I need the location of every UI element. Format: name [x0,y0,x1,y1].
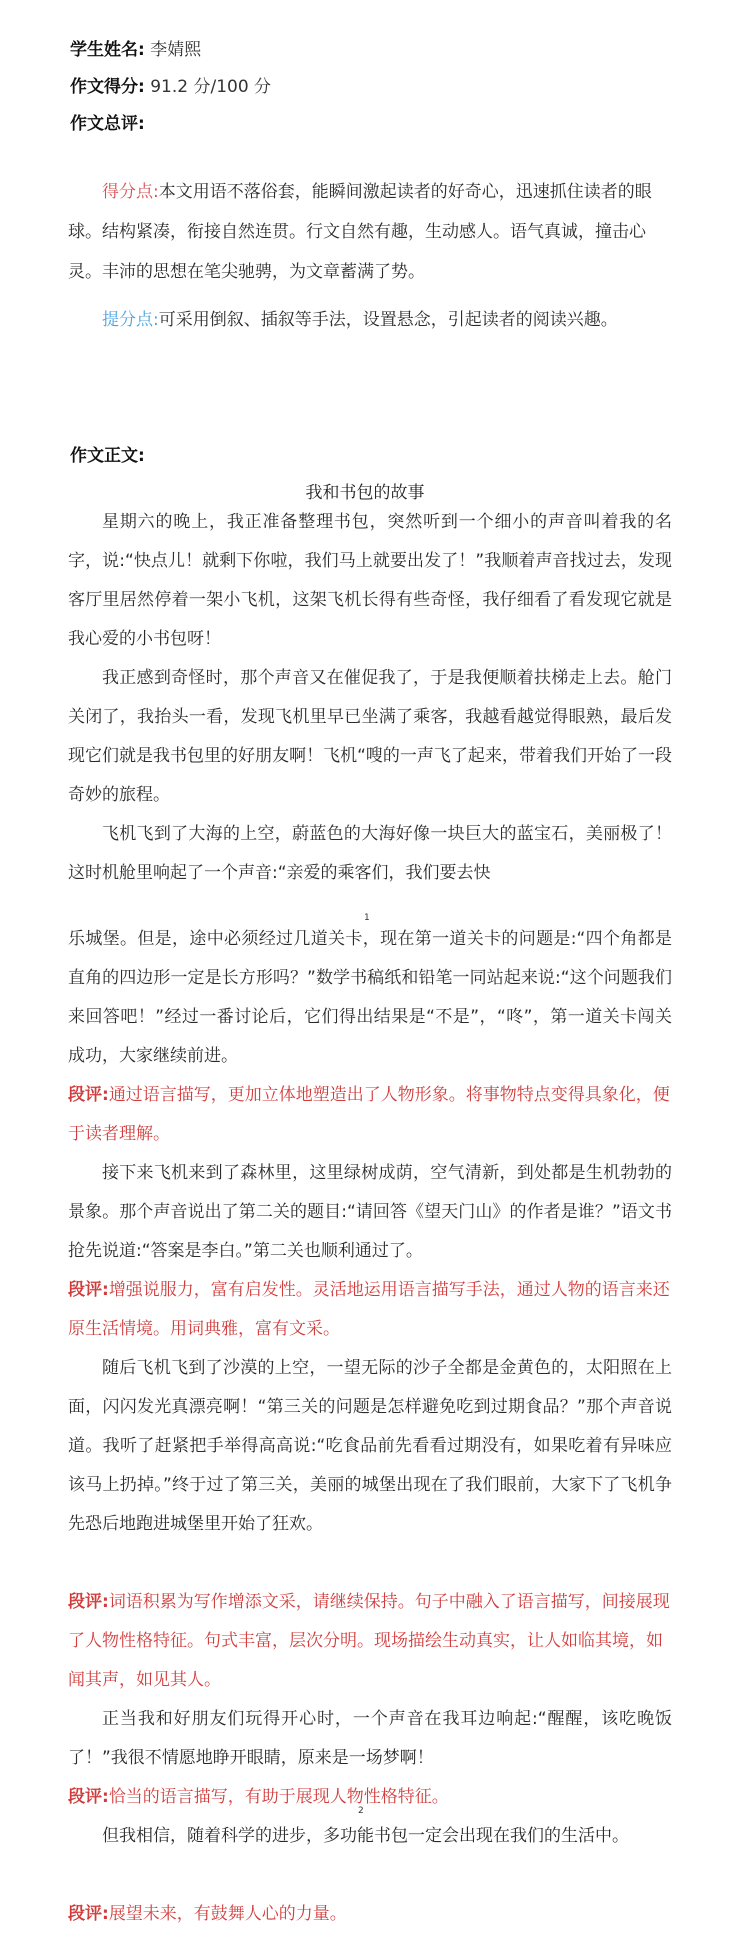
paragraph-comment [68,1895,672,1934]
comment-label: 段评: [68,1904,109,1924]
essay-paragraph: 随后飞机飞到了沙漠的上空，一望无际的沙子全都是金黄色的，太阳照在上面，闪闪发光真漂亮啊！“第三关的问题是怎样避免吃到过期食品？”那个声音说道。我听了赶紧把手举得高高说:“吃食品前先看看过期没有，如果吃着有异味应该马上扔掉。”终于过了第三关，美丽的城堡出现在了我们眼前，大家下了飞机争先恐后地跑进城堡里开始了狂欢。 [68,1358,672,1534]
comment-text: 通过语言描写，更加立体地塑造出了人物形象。将事物特点变得具象化，便于读者理解。 [68,1085,670,1144]
score-label: 作文得分: [70,77,145,97]
page-number: 1 [364,913,370,923]
comment-label: 段评: [68,1787,109,1807]
comment-label: 段评: [68,1592,109,1612]
summary-label: 作文总评: [70,114,145,134]
improve-label: 提分点: [102,310,159,330]
student-name-value: 李婧熙 [150,40,202,60]
score-line [70,75,271,99]
comment-text: 增强说服力，富有启发性。灵活地运用语言描写手法，通过人物的语言来还原生活情境。用词典雅，富有文采。 [68,1280,670,1339]
essay-paragraph: 星期六的晚上，我正准备整理书包，突然听到一个细小的声音叫着我的名字，说:“快点儿！就剩下你啦，我们马上就要出发了！”我顺着声音找过去，发现客厅里居然停着一架小飞机，这架飞机长得有些奇怪，我仔细看了看发现它就是我心爱的小书包呀！ [68,512,672,649]
comment-text: 展望未来，有鼓舞人心的力量。 [108,1904,347,1924]
essay-paragraph: 我正感到奇怪时，那个声音又在催促我了，于是我便顺着扶梯走上去。舱门关闭了，我抬头一看，发现飞机里早已坐满了乘客，我越看越觉得眼熟，最后发现它们就是我书包里的好朋友啊！飞机“嗖的一声飞了起来，带着我们开始了一段奇妙的旅程。 [68,668,672,805]
strength-text: 本文用语不落俗套，能瞬间激起读者的好奇心，迅速抓住读者的眼球。结构紧凑，衔接自然连贯。行文自然有趣，生动感人。语气真诚，撞击心灵。丰沛的思想在笔尖驰骋，为文章蓄满了势。 [68,182,652,282]
paragraph-comment [68,1076,672,1154]
essay-paragraph: 接下来飞机来到了森林里，这里绿树成荫，空气清新，到处都是生机勃勃的景象。那个声音说出了第二关的题目:“请回答《望天门山》的作者是谁？”语文书抢先说道:“答案是李白。”第二关也顺利通过了。 [68,1163,672,1261]
essay-paragraph: 但我相信，随着科学的进步，多功能书包一定会出现在我们的生活中。 [102,1826,629,1846]
essay-paragraph: 乐城堡。但是，途中必须经过几道关卡，现在第一道关卡的问题是:“四个角都是直角的四边形一定是长方形吗？”数学书稿纸和铅笔一同站起来说:“这个问题我们来回答吧！”经过一番讨论后，它们得出结果是“不是”，“咚”，第一道关卡闯关成功，大家继续前进。 [68,929,672,1066]
summary-heading [70,112,145,136]
essay-section-label: 作文正文: [70,446,145,466]
paragraph-comment [68,1271,672,1349]
comment-label: 段评: [68,1085,109,1105]
comment-text: 恰当的语言描写，有助于展现人物性格特征。 [108,1787,449,1807]
paragraph-comment [68,1778,672,1817]
essay-title: 我和书包的故事 [305,483,425,503]
strength-label: 得分点: [102,182,159,202]
student-name-line [70,38,201,62]
student-name-label: 学生姓名: [70,40,145,60]
essay-paragraph: 正当我和好朋友们玩得开心时，一个声音在我耳边响起:“醒醒，该吃晚饭了！”我很不情愿地睁开眼睛，原来是一场梦啊！ [68,1709,672,1768]
page-number: 2 [358,1806,364,1816]
paragraph-comment [68,1583,672,1700]
essay-paragraph: 飞机飞到了大海的上空，蔚蓝色的大海好像一块巨大的蓝宝石，美丽极了！这时机舱里响起了一个声音:“亲爱的乘客们，我们要去快 [68,824,672,883]
comment-text: 词语积累为写作增添文采，请继续保持。句子中融入了语言描写，间接展现了人物性格特征。句式丰富，层次分明。现场描绘生动真实，让人如临其境，如闻其声，如见其人。 [68,1592,670,1690]
strength-paragraph [68,172,668,292]
score-value: 91.2 分/100 分 [150,77,272,97]
improve-paragraph [68,300,668,340]
improve-text: 可采用倒叙、插叙等手法，设置悬念，引起读者的阅读兴趣。 [158,310,618,330]
comment-label: 段评: [68,1280,109,1300]
